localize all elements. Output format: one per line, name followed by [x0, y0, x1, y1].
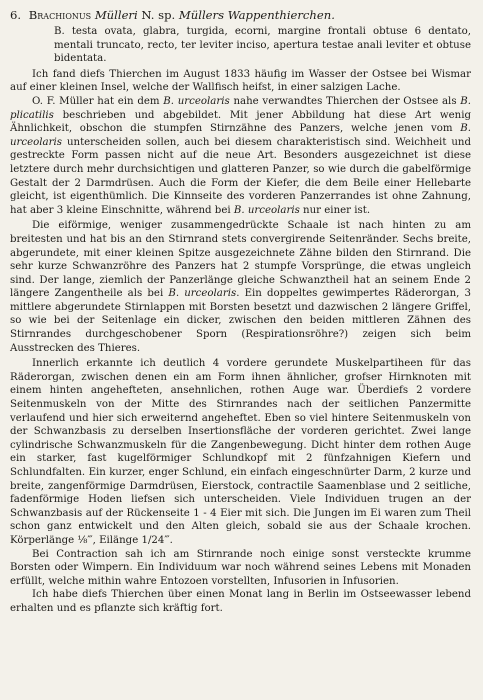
body-paragraph: [10, 68, 471, 95]
species-heading: [10, 8, 471, 23]
new-species-mark: N. sp.: [141, 8, 176, 22]
latin-diagnosis: B. testa ovata, glabra, turgida, ecorni, margine frontali obtuse 6 dentato, mentali truncato, recto, ter leviter inciso, apertura testae anali leviter et obtuse bidentata.: [54, 26, 471, 65]
common-name: Müllers Wappenthierchen.: [178, 8, 335, 22]
text-run: Ich fand diefs Thierchen im August 1833 häufig im Wasser der Ostsee bei Wismar auf einer kleinen Insel, welche der Wallfisch heifst, in einer salzigen Lache.: [10, 68, 471, 94]
species-reference: B. urceolaris: [163, 95, 230, 107]
text-run: Die eiförmige, weniger zusammengedrückte Schaale ist nach hinten zu am breitesten und hat bis an den Stirnrand stets convergirende Seitenränder. Sechs breite, abgerundete, mit einer kleinen Spitze ausgezeichnete Zähne bilden den Stirnrand. Die sehr kurze Schwanzröhre des Panzers hat 2 stumpfe Vorsprünge, die etwas ungleich sind. Der lange, ziemlich der Panzerlänge gleiche Schwanztheil hat an seinem Ende 2 längere Zangentheile als bei: [10, 220, 471, 300]
section-number: 6.: [10, 8, 22, 22]
body-paragraph: [10, 548, 471, 589]
body-paragraph: [10, 588, 471, 615]
text-run: beschrieben und abgebildet. Mit jener Abbildung hat diese Art wenig Ähnlichkeit, obschon die stumpfen Stirnzähne des Panzers, welche jenen vom: [10, 109, 471, 135]
body-paragraph: [10, 357, 471, 547]
species-reference: B. plicatilis: [10, 95, 472, 121]
body-paragraph: [10, 219, 471, 355]
text-run: O. F. Müller hat ein dem: [32, 95, 164, 107]
text-run: Ich habe diefs Thierchen über einen Monat lang in Berlin im Ostseewasser lebend erhalten und es pflanzte sich kräftig fort.: [10, 589, 471, 614]
body-text: [10, 68, 471, 616]
species-reference: B. urceolaris: [10, 123, 471, 148]
text-run: . Ein doppeltes gewimpertes Räderorgan, 3 mittlere abgerundete Stirnlappen mit Borsten besetzt und dazwischen 2 längere Griffel, so wie bei der Seitenlage ein dicker, zwischen den beiden mittleren Zähnen des Stirnrandes durchgeschobener Sporn (Respirationsröhre?) zeigen sich beim Ausstrecken des Thieres.: [10, 288, 471, 354]
text-run: Innerlich erkannte ich deutlich 4 vordere gerundete Muskelpartiheen für das Räderorgan, zwischen denen ein am Form ihnen ähnlicher, grofser Hirnknoten mit einem hinten angehefteten, ansehnlichen, rothen Auge war. Überdiefs 2 vordere Seitenmuskeln von der Mitte des Stirnrandes nach der seitlichen Panzermitte verlaufend und hier sich erweiternd angeheftet. Eben so viel hintere Seitenmuskeln von der Schwanzbasis zu derselben Insertionsfläche der vorderen gerichtet. Zwei lange cylindrische Schwanzmuskeln für die Zangenbewegung. Dicht hinter dem rothen Auge ein starker, fast kugelförmiger Schlundkopf mit 2 fünfzahnigen Kiefern und Schlundfalten. Ein kurzer, enger Schlund, ein einfach eingeschnürter Darm, 2 kurze und breite, zangenförmige Darmdrüsen, Eierstock, contractile Saamenblase und 2 seitliche, fadenförmige Hoden liefsen sich unterscheiden. Viele Individuen trugen an der Schwanzbasis auf der Rückenseite 1 - 4 Eier mit sich. Die Jungen im Ei waren zum Theil schon ganz entwickelt und den Alten gleich, sobald sie aus der Schaale krochen. Körperlänge ⅛‴, Eilänge 1/24‴.: [10, 358, 471, 546]
genus-name: Brachionus: [28, 8, 92, 22]
text-run: unterscheiden sollen, auch bei diesem charakteristisch sind. Weichheit und gestreckte Form passen nicht auf die neue Art. Besonders ausgezeichnet ist diese letztere durch mehr durchsichtigen und glatteren Panzer, so wie durch die gabelförmige Gestalt der 2 Darmdrüsen. Auch die Form der Kiefer, die dem Beile einer Hellebarte gleicht, ist eigenthümlich. Die Kinnseite des vorderen Panzerrandes ist ohne Zahnung, hat aber 3 kleine Einschnitte, während bei: [10, 136, 471, 216]
body-paragraph: [10, 95, 471, 217]
text-run: nahe verwandtes Thierchen der Ostsee als: [229, 95, 461, 107]
species-reference: B. urceolaris: [168, 288, 237, 300]
text-run: Bei Contraction sah ich am Stirnrande noch einige sonst versteckte krumme Borsten oder Wimpern. Ein Individuum war noch während seines Lebens mit Monaden erfüllt, welche mithin wahre Entozoen vorstellten, Infusorien in Infusorien.: [10, 548, 471, 587]
text-run: nur einer ist.: [299, 204, 371, 216]
species-reference: B. urceolaris: [233, 204, 300, 216]
species-name: Mülleri: [94, 8, 138, 22]
